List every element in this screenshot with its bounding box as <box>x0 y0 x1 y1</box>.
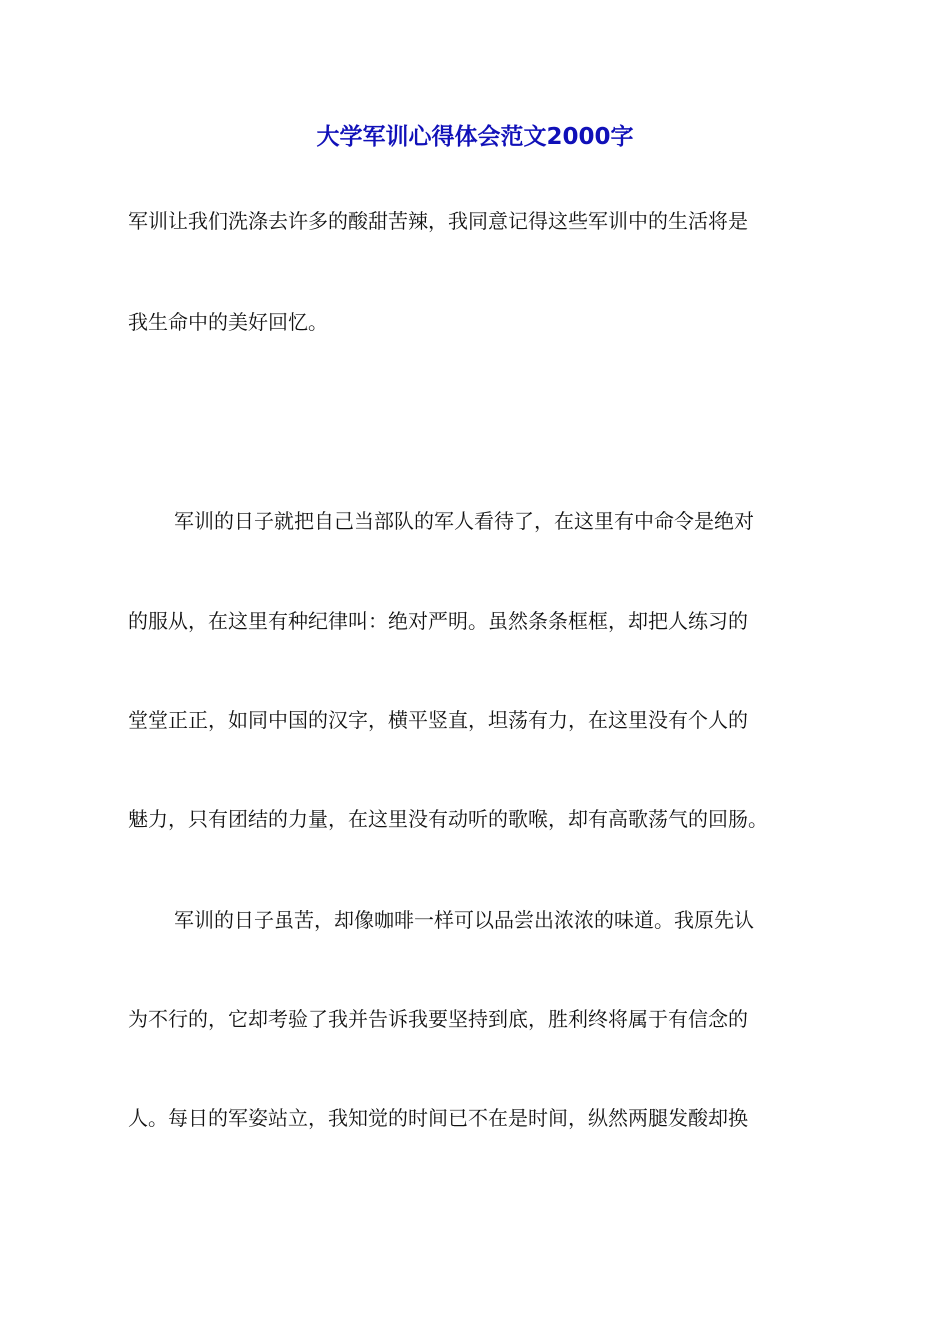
paragraph-line: 人。每日的军姿站立，我知觉的时间已不在是时间，纵然两腿发酸却换 <box>128 1106 748 1130</box>
paragraph-line: 魅力，只有团结的力量，在这里没有动听的歌喉，却有高歌荡气的回肠。 <box>128 807 768 831</box>
paragraph-line: 为不行的，它却考验了我并告诉我要坚持到底，胜利终将属于有信念的 <box>128 1007 748 1031</box>
paragraph-line: 军训让我们洗涤去许多的酸甜苦辣，我同意记得这些军训中的生活将是 <box>128 209 748 233</box>
paragraph-line: 的服从，在这里有种纪律叫：绝对严明。虽然条条框框，却把人练习的 <box>128 609 748 633</box>
paragraph-line: 我生命中的美好回忆。 <box>128 310 328 334</box>
document-title: 大学军训心得体会范文2000字 <box>316 124 634 150</box>
paragraph-line: 堂堂正正，如同中国的汉字，横平竖直，坦荡有力，在这里没有个人的 <box>128 708 748 732</box>
paragraph-line: 军训的日子虽苦，却像咖啡一样可以品尝出浓浓的味道。我原先认 <box>174 908 754 932</box>
paragraph-line: 军训的日子就把自己当部队的军人看待了，在这里有中命令是绝对 <box>174 509 754 533</box>
